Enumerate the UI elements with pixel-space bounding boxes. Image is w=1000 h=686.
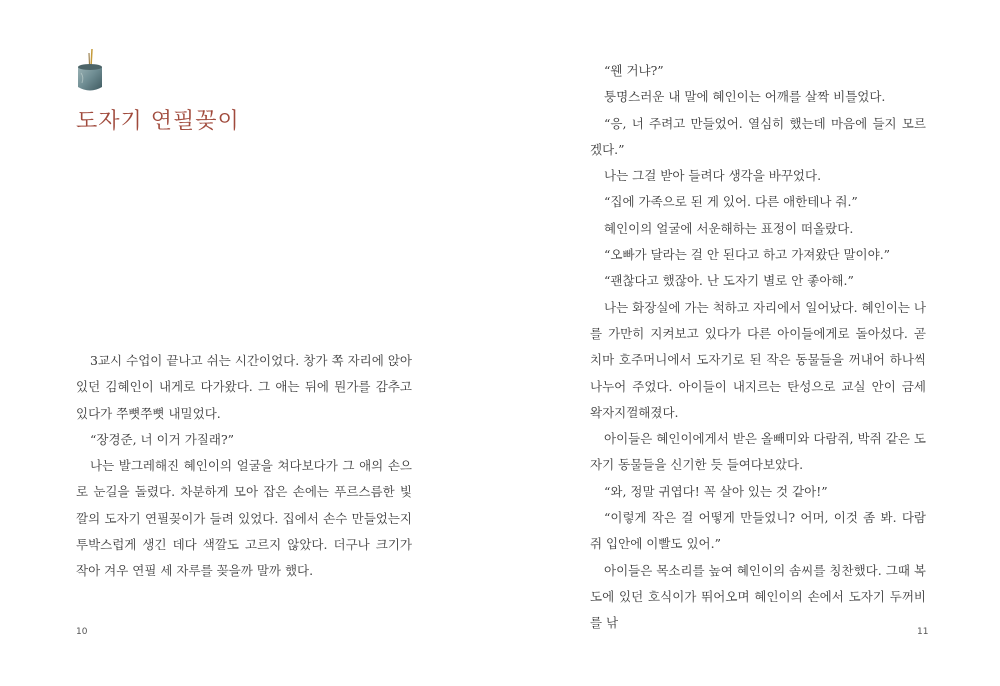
- paragraph: “이렇게 작은 걸 어떻게 만들었니? 어머, 이것 좀 봐. 다람쥐 입안에 이빨도 있어.”: [590, 510, 926, 552]
- paragraph: 3교시 수업이 끝나고 쉬는 시간이었다. 창가 쪽 자리에 앉아 있던 김혜인이 내게로 다가왔다. 그 애는 뒤에 뭔가를 감추고 있다가 쭈뼛쭈뼛 내밀었다.: [76, 353, 412, 421]
- paragraph: “오빠가 달라는 걸 안 된다고 하고 가져왔단 말이야.”: [604, 247, 891, 263]
- right-body-text: [590, 58, 929, 637]
- paragraph: “집에 가족으로 된 게 있어. 다른 애한테나 줘.”: [604, 194, 858, 210]
- paragraph: 나는 발그레해진 혜인이의 얼굴을 쳐다보다가 그 애의 손으로 눈길을 돌렸다. 차분하게 모아 잡은 손에는 푸르스름한 빛깔의 도자기 연필꽂이가 들려 있었다. 집에서 손수 만들었는지 투박스럽게 생긴 데다 색깔도 고르지 않았다. 더구나 크기가 작아 겨우 연필 세 자루를 꽂을까 말까 했다.: [76, 458, 412, 579]
- paragraph: 나는 화장실에 가는 척하고 자리에서 일어났다. 혜인이는 나를 가만히 지켜보고 있다가 다른 아이들에게로 돌아섰다. 곧 치마 호주머니에서 도자기로 된 작은 동물들을 꺼내어 하나씩 나누어 주었다. 아이들이 내지르는 탄성으로 교실 안이 금세 왁자지껄해졌다.: [590, 299, 926, 420]
- paragraph: 아이들은 혜인이에게서 받은 올빼미와 다람쥐, 박쥐 같은 도자기 동물들을 신기한 듯 들여다보았다.: [590, 431, 926, 473]
- paragraph: 혜인이의 얼굴에 서운해하는 표정이 떠올랐다.: [604, 220, 854, 236]
- paragraph: “웬 거냐?”: [604, 63, 664, 78]
- paragraph: “괜찮다고 했잖아. 난 도자기 별로 안 좋아해.”: [604, 273, 854, 289]
- ceramic-pencil-holder-icon: [74, 47, 106, 95]
- paragraph: “응, 너 주려고 만들었어. 열심히 했는데 마음에 들지 모르겠다.”: [590, 115, 926, 157]
- chapter-title: 도자기 연필꽂이: [76, 109, 240, 134]
- left-body-text: [76, 348, 412, 585]
- paragraph: “와, 정말 귀엽다! 꼭 살아 있는 것 같아!”: [604, 483, 828, 499]
- paragraph: 아이들은 목소리를 높여 혜인이의 솜씨를 칭찬했다. 그때 복도에 있던 호식이가 뛰어오며 혜인이의 손에서 도자기 두꺼비를 낚: [590, 562, 926, 631]
- paragraph: 퉁명스러운 내 말에 혜인이는 어깨를 살짝 비틀었다.: [604, 89, 886, 105]
- page-number-right: 11: [917, 627, 929, 637]
- page-number-left: 10: [76, 627, 88, 637]
- paragraph: 나는 그걸 받아 들려다 생각을 바꾸었다.: [604, 168, 822, 184]
- paragraph: “장경준, 너 이거 가질래?”: [90, 431, 235, 447]
